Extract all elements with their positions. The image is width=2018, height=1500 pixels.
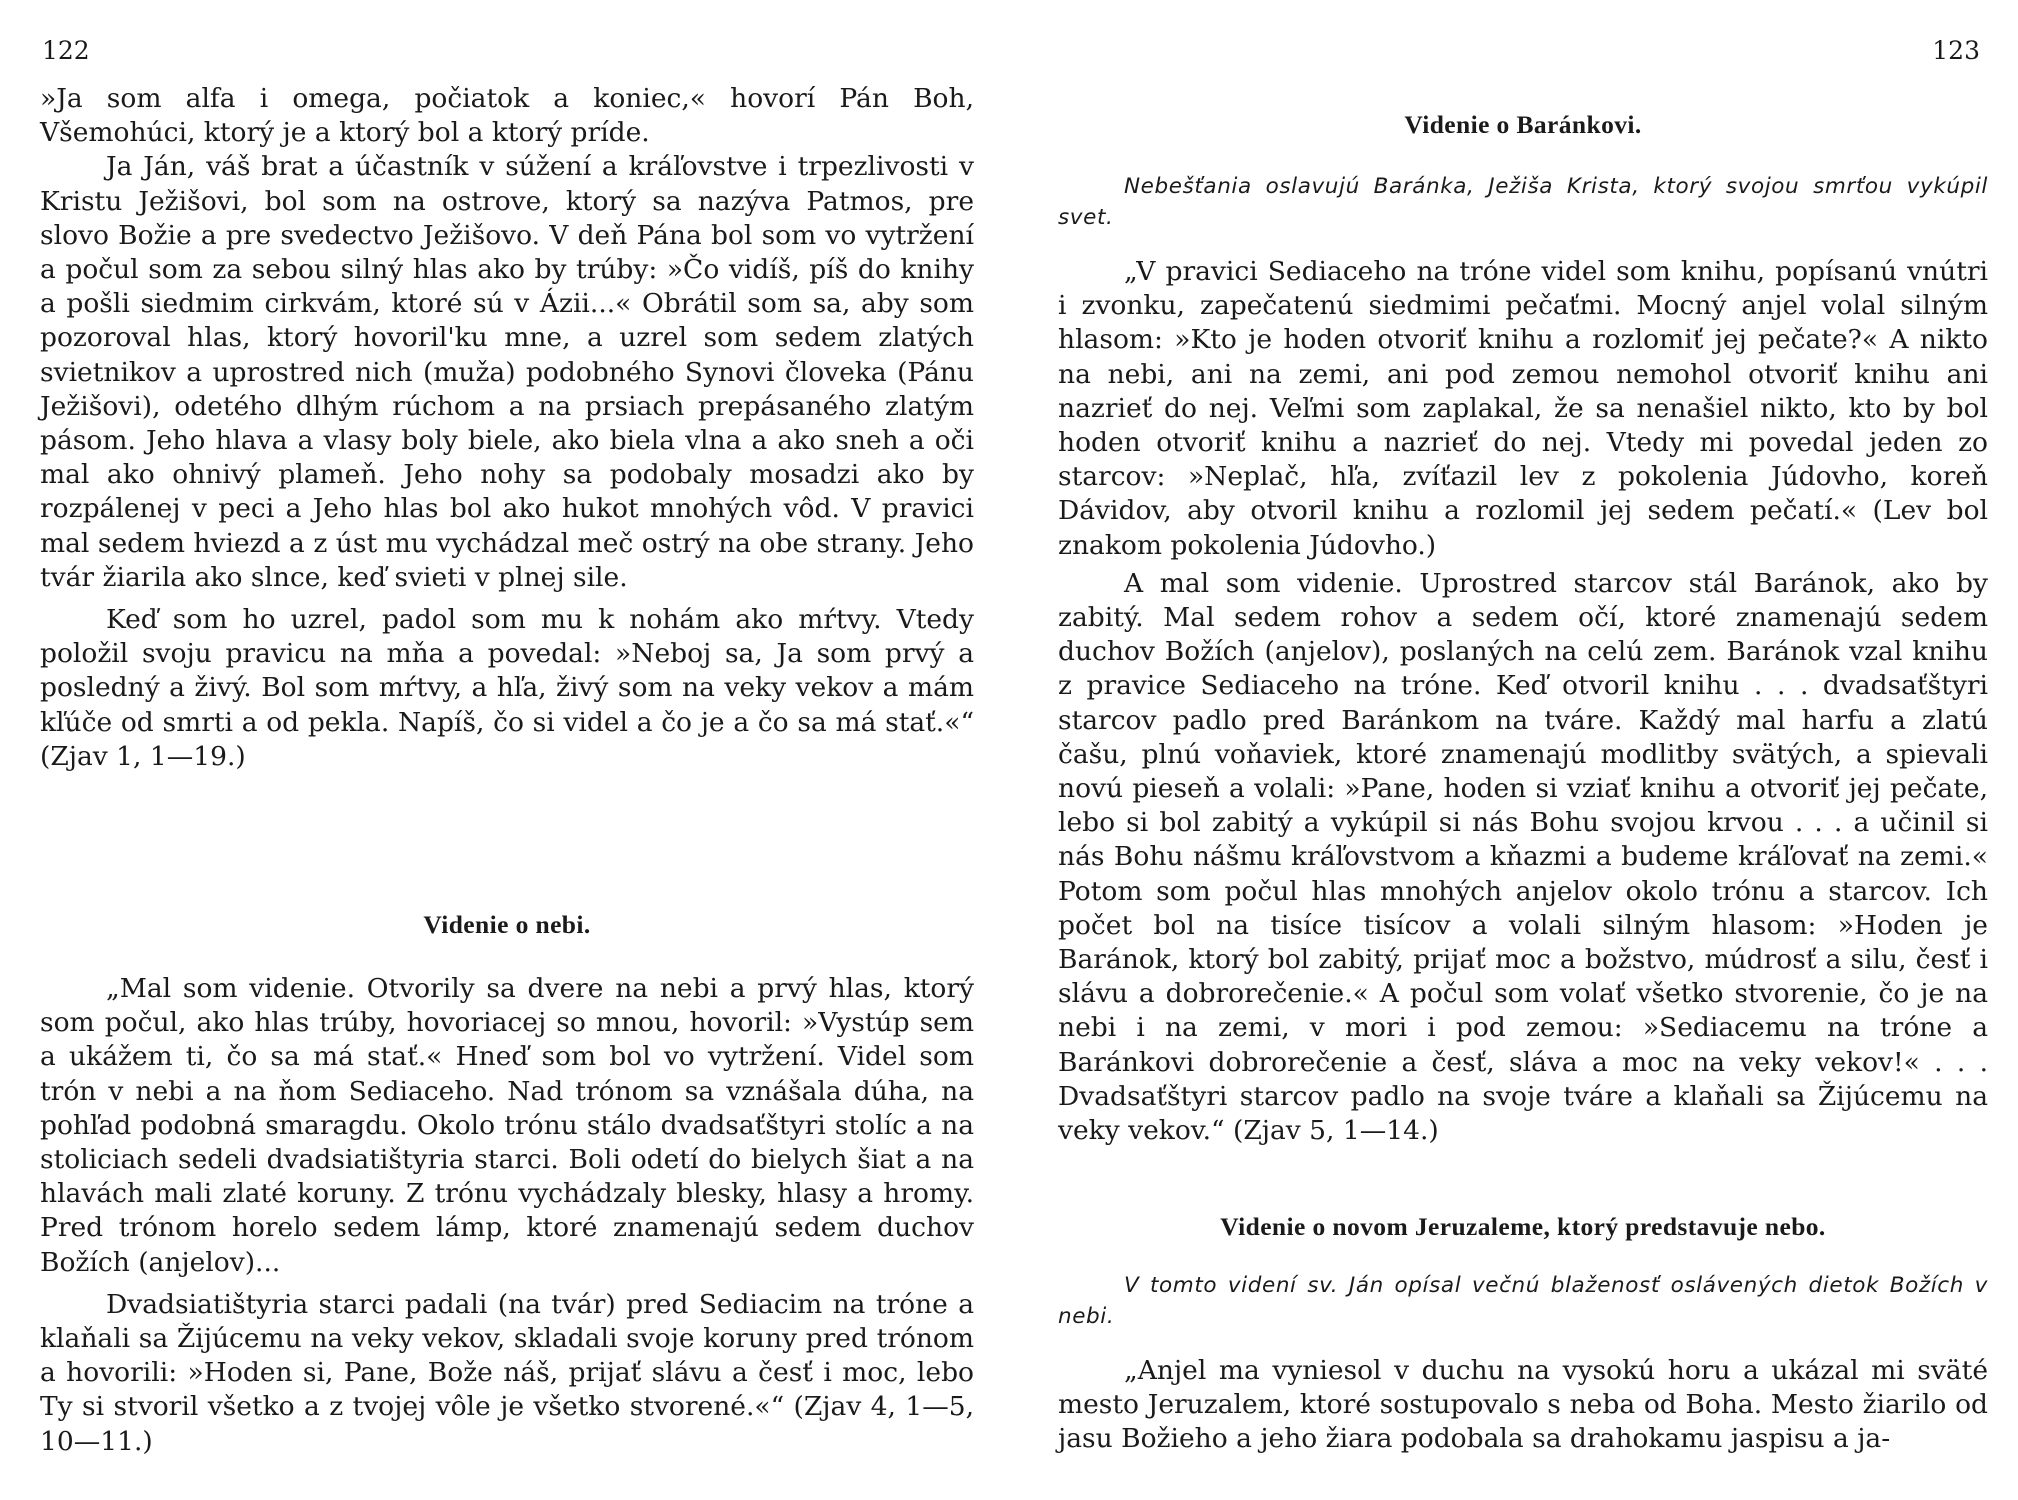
lead-text: V tomto videní sv. Ján opísal večnú blaženosť oslávených dietok Božích v nebi.: [1058, 1273, 1988, 1329]
left-top-text: [40, 82, 974, 774]
paragraph: A mal som videnie. Uprostred starcov stál Baránok, ako by zabitý. Mal sedem rohov a sedem očí, ktoré znamenajú sedem duchov Božích (anjelov), poslaných na celú zem. Baránok vzal knihu z pravice Sediaceho na tróne. Keď otvoril knihu . . . dvadsaťštyri starcov padlo pred Baránkom na tváre. Každý mal harfu a zlatú čašu, plnú voňaviek, ktoré znamenajú modlitby svätých, a spievali novú pieseň a volali: »Pane, hoden si vziať knihu a otvoriť jej pečate, lebo si bol zabitý a vykúpil si nás Bohu svojou krvou . . . a učinil si nás Bohu nášmu kráľovstvom a kňazmi a budeme kráľovať na zemi.« Potom som počul hlas mnohých anjelov okolo trónu a starcov. Ich počet bol na tisíce tisícov a volali silným hlasom: »Hoden je Baránok, ktorý bol zabitý, prijať moc a božstvo, múdrosť a silu, česť i slávu a dobrorečenie.« A počul som volať všetko stvorenie, čo je na nebi i na zemi, v mori i pod zemou: »Sediacemu na tróne a Baránkovi dobrorečenie a česť, sláva a moc na veky vekov!« . . . Dvadsaťštyri starcov padlo na svoje tváre a klaňali sa Žijúcemu na veky vekov.“ (Zjav 5, 1—14.): [1058, 567, 1988, 1147]
lead-text: Nebešťania oslavujú Baránka, Ježiša Krista, ktorý svojou smrťou vykúpil svet.: [1058, 174, 1988, 230]
section-lead: [1058, 171, 1988, 233]
right-page: [1009, 0, 2018, 1500]
right-bottom-text: [1058, 1354, 1988, 1457]
page-number-left: 122: [42, 36, 90, 65]
paragraph: Keď som ho uzrel, padol som mu k nohám ako mŕtvy. Vtedy položil svoju pravicu na mňa a povedal: »Neboj sa, Ja som prvý a posledný a živý. Bol som mŕtvy, a hľa, živý som na veky vekov a mám kľúče od smrti a od pekla. Napíš, čo si videl a čo je a čo sa má stať.«“ (Zjav 1, 1—19.): [40, 604, 974, 772]
section-heading: Videnie o nebi.: [423, 910, 591, 939]
paragraph: Ja Ján, váš brat a účastník v súžení a kráľovstve i trpezlivosti v Kristu Ježišovi, bol som na ostrove, ktorý sa nazýva Patmos, pre slovo Božie a pre svedectvo Ježišovo. V deň Pána bol som vo vytržení a počul som za sebou silný hlas ako by trúby: »Čo vidíš, píš do knihy a pošli siedmim cirkvám, ktoré sú v Ázii...« Obrátil som sa, aby som pozoroval hlas, ktorý hovoril'ku mne, a uzrel som sedem zlatých svietnikov a uprostred nich (muža) podobného Synovi človeka (Pánu Ježišovi), odetého dlhým rúchom a na prsiach prepásaného zlatým pásom. Jeho hlava a vlasy boly biele, ako biela vlna a ako sneh a oči mal ako ohnivý plameň. Jeho nohy sa podobaly mosadzi ako by rozpálenej v peci a Jeho hlas bol ako hukot mnohých vôd. V pravici mal sedem hviezd a z úst mu vychádzal meč ostrý na obe strany. Jeho tvár žiarila ako slnce, keď svieti v plnej sile.: [40, 151, 974, 593]
right-top-text: [1058, 255, 1988, 1148]
section-heading: Videnie o Baránkovi.: [1404, 110, 1642, 139]
section-heading: Videnie o novom Jeruzaleme, ktorý predstavuje nebo.: [1220, 1212, 1826, 1241]
left-bottom-text: [40, 972, 974, 1459]
section-lead: [1058, 1270, 1988, 1332]
page-number-right: 123: [1932, 36, 1980, 65]
paragraph: „Mal som videnie. Otvorily sa dvere na nebi a prvý hlas, ktorý som počul, ako hlas trúby, hovoriacej so mnou, hovoril: »Vystúp sem a ukážem ti, čo sa má stať.« Hneď som bol vo vytržení. Videl som trón v nebi a na ňom Sediaceho. Nad trónom sa vznášala dúha, na pohľad podobná smaragdu. Okolo trónu stálo dvadsaťštyri stolíc a na stoliciach sedeli dvadsiatištyria starci. Boli odetí do bielych šiat a na hlavách mali zlaté koruny. Z trónu vychádzaly blesky, hlasy a hromy. Pred trónom horelo sedem lámp, ktoré znamenajú sedem duchov Božích (anjelov)...: [40, 973, 974, 1278]
paragraph: „V pravici Sediaceho na tróne videl som knihu, popísanú vnútri i zvonku, zapečatenú siedmimi pečaťmi. Mocný anjel volal silným hlasom: »Kto je hoden otvoriť knihu a rozlomiť jej pečate?« A nikto na nebi, ani na zemi, ani pod zemou nemohol otvoriť knihu ani nazrieť do nej. Veľmi som zaplakal, že sa nenašiel nikto, kto by bol hoden otvoriť knihu a nazrieť do nej. Vtedy mi povedal jeden zo starcov: »Neplač, hľa, zvíťazil lev z pokolenia Júdovho, koreň Dávidov, aby otvoril knihu a rozlomil jej sedem pečatí.« (Lev bol znakom pokolenia Júdovho.): [1058, 256, 1988, 561]
paragraph: Dvadsiatištyria starci padali (na tvár) pred Sediacim na tróne a klaňali sa Žijúcemu na veky vekov, skladali svoje koruny pred trónom a hovorili: »Hoden si, Pane, Bože náš, prijať slávu a česť i moc, lebo Ty si stvoril všetko a z tvojej vôle je všetko stvorené.«“ (Zjav 4, 1—5, 10—11.): [40, 1288, 974, 1457]
paragraph: „Anjel ma vyniesol v duchu na vysokú horu a ukázal mi sväté mesto Jeruzalem, ktoré sostupovalo s neba od Boha. Mesto žiarilo od jasu Božieho a jeho žiara podobala sa drahokamu jaspisu a ja-: [1058, 1355, 1988, 1455]
paragraph: »Ja som alfa i omega, počiatok a koniec,« hovorí Pán Boh, Všemohúci, ktorý je a ktorý bol a ktorý príde.: [40, 83, 974, 149]
